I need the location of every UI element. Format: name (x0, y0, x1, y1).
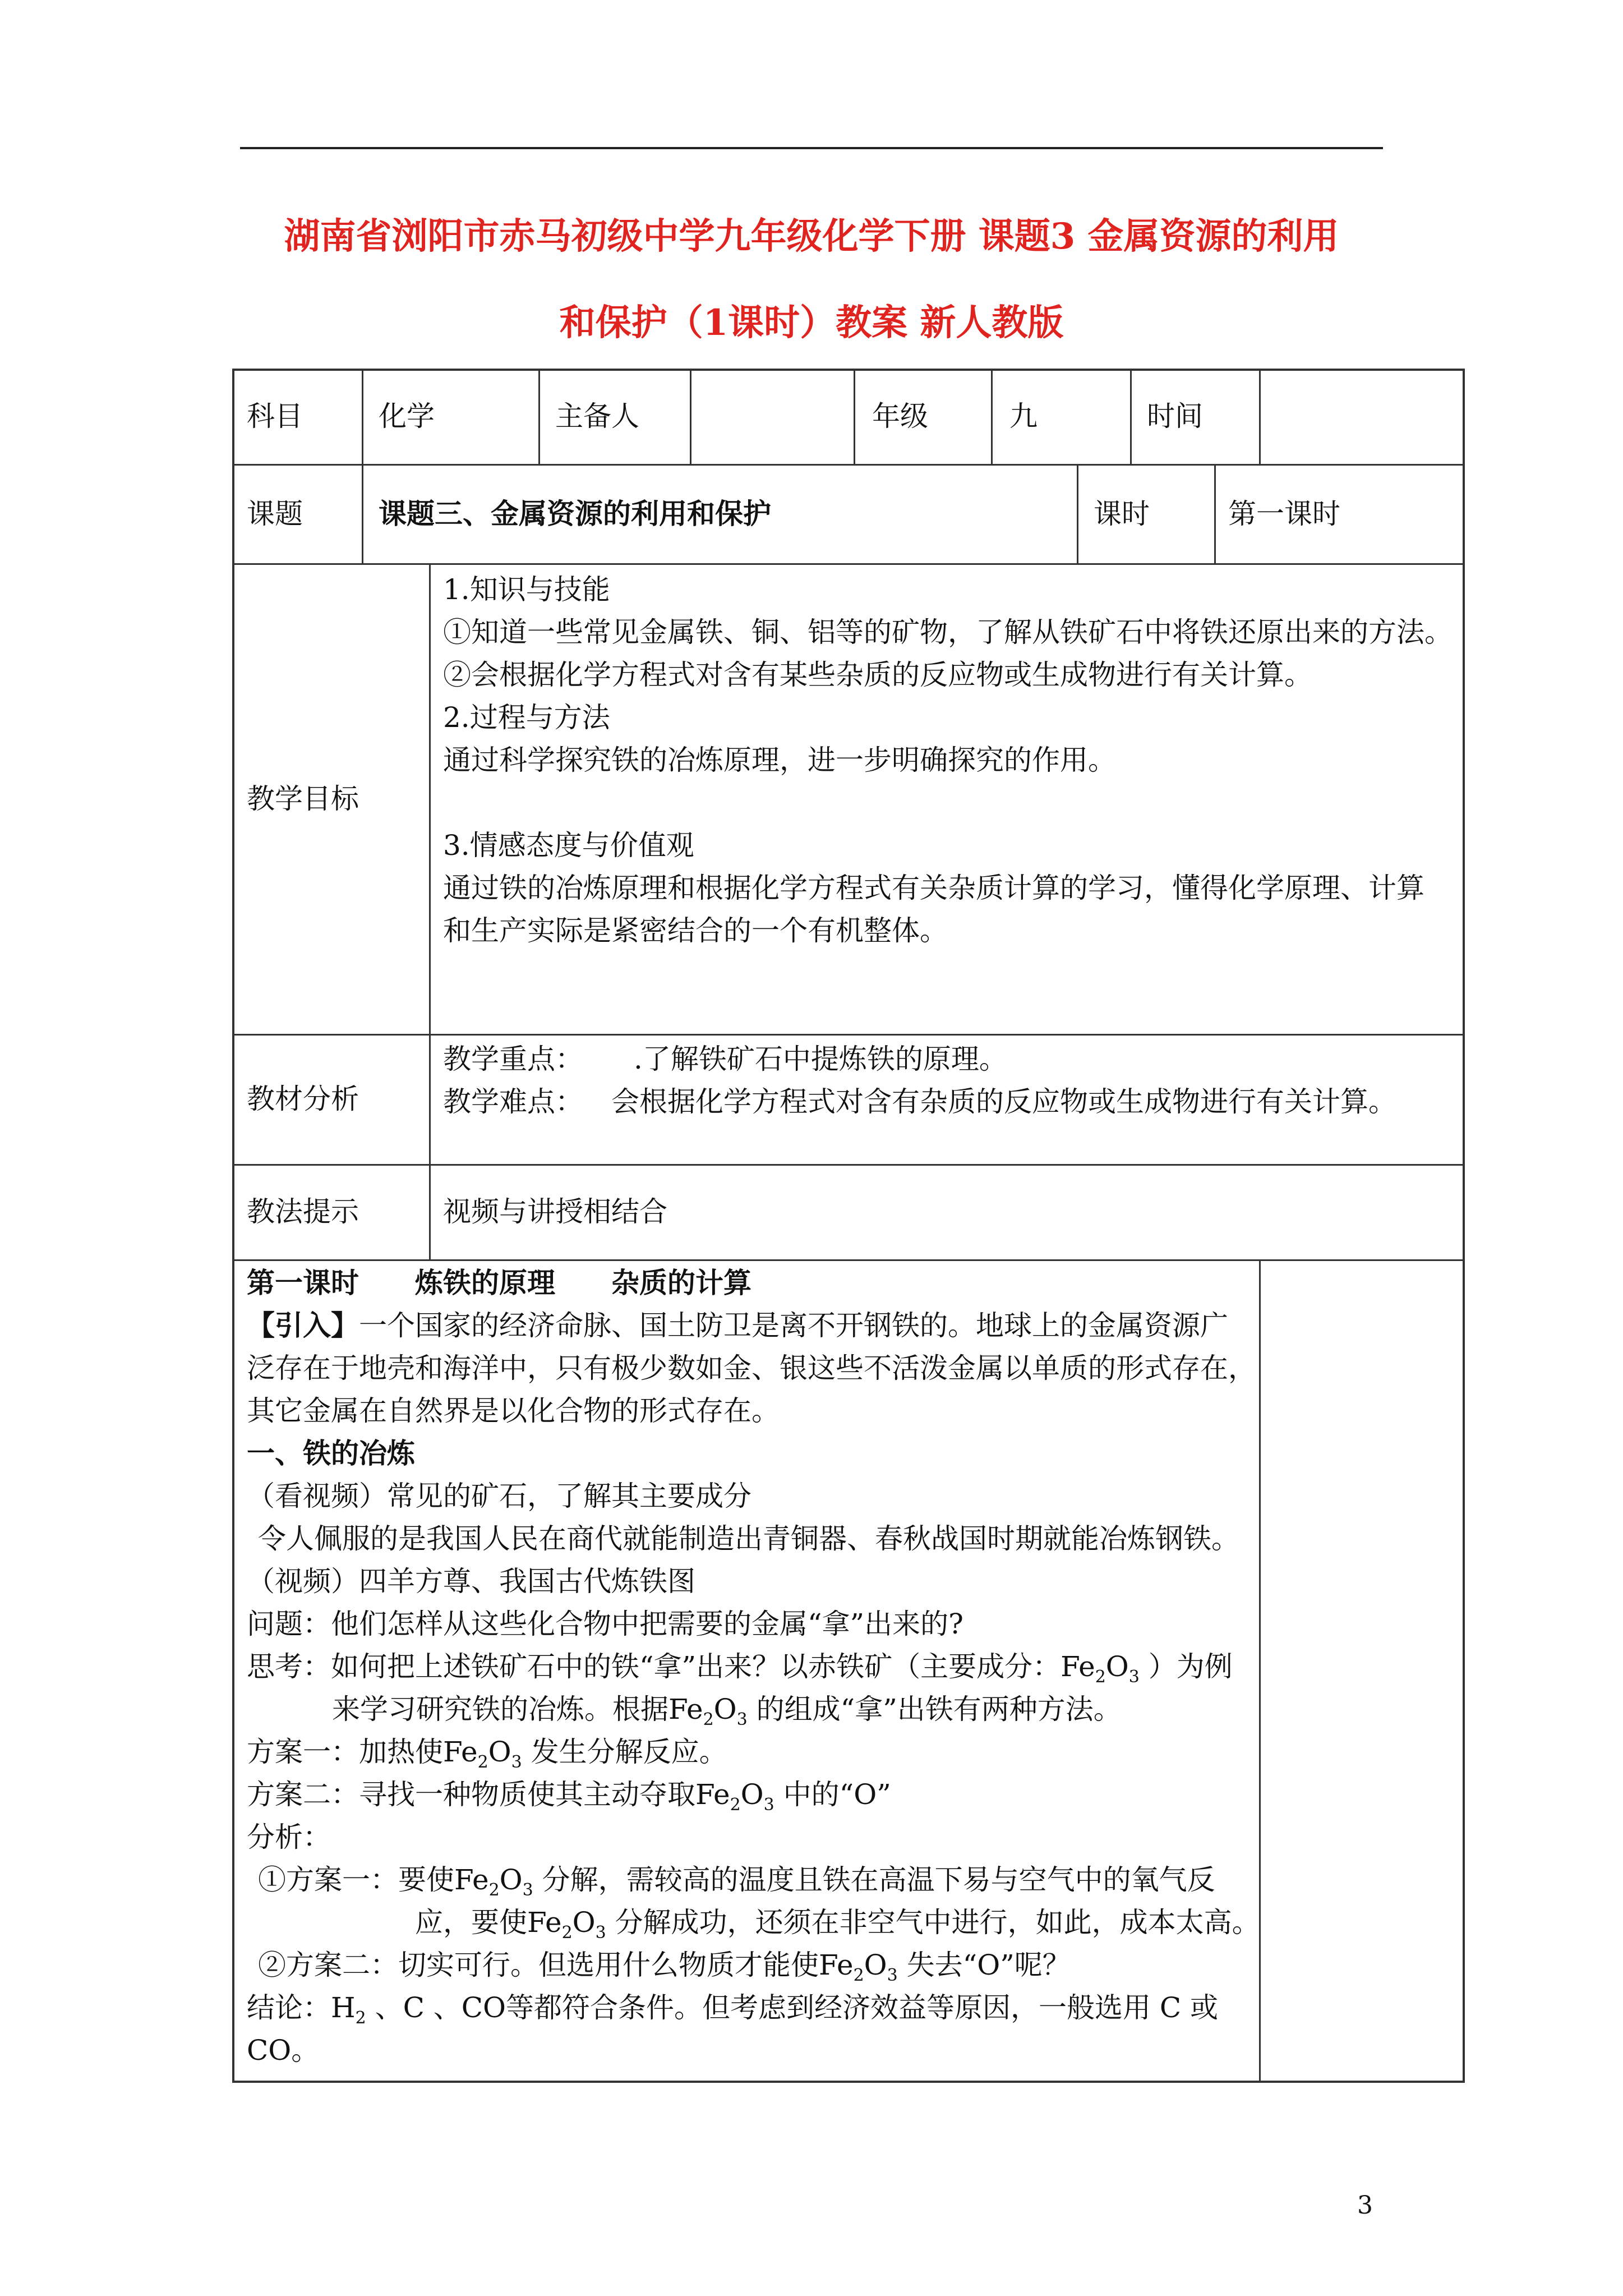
formula-fe2o3: $Fe_2O_3$ (819, 1949, 898, 1985)
col-divider (538, 369, 540, 464)
period-value: 第一课时 (1228, 497, 1340, 530)
goals-line: 和生产实际是紧密结合的一个有机整体。 (443, 914, 948, 947)
page-number: 3 (1357, 2191, 1373, 2220)
body-line: 分析： (247, 1821, 331, 1853)
difficulty-text: 会根据化学方程式对含有杂质的反应物或生成物进行有关计算。 (611, 1085, 1396, 1118)
key-point-text: .了解铁矿石中提炼铁的原理。 (634, 1043, 1007, 1075)
topic-value: 课题三、金属资源的利用和保护 (379, 496, 771, 530)
lesson-heading: 第一课时 炼铁的原理 杂质的计算 (247, 1266, 751, 1299)
document-title-line-2: 和保护（1课时）教案 新人教版 (559, 302, 1064, 344)
grade-label: 年级 (872, 400, 928, 432)
body-line: 来学习研究铁的冶炼。根据$Fe_2O_3$ 的组成“拿”出铁有两种方法。 (332, 1693, 1122, 1729)
body-line: 结论：$H_2$ 、C 、CO等都符合条件。但考虑到经济效益等原因，一般选用 C 或 (247, 1991, 1219, 2028)
section-heading: 一、铁的冶炼 (247, 1437, 415, 1470)
lesson-body (247, 1262, 1260, 2072)
col-divider (429, 563, 431, 1259)
grade-value: 九 (1009, 400, 1038, 432)
formula-fe2o3: $Fe_2O_3$ (443, 1736, 522, 1772)
body-line: ②方案二：切实可行。但选用什么物质才能使$Fe_2O_3$ 失去“O”呢？ (258, 1949, 1071, 1985)
intro-text: 泛存在于地壳和海洋中，只有极少数如金、银这些不活泼金属以单质的形式存在， (247, 1352, 1256, 1384)
goals-line: 通过铁的冶炼原理和根据化学方程式有关杂质计算的学习，懂得化学原理、计算 (443, 872, 1424, 904)
difficulty-label: 教学难点： (443, 1085, 583, 1118)
intro-text: 其它金属在自然界是以化合物的形式存在。 (247, 1395, 780, 1427)
row-divider (232, 1034, 1465, 1036)
goals-line: 2.过程与方法 (443, 701, 610, 734)
period-label: 课时 (1094, 497, 1150, 530)
row-divider (232, 1164, 1465, 1166)
body-line: 令人佩服的是我国人民在商代就能制造出青铜器、春秋战国时期就能冶炼钢铁。 (258, 1522, 1239, 1555)
row-divider (232, 563, 1465, 565)
body-line: ①方案一：要使$Fe_2O_3$ 分解，需较高的温度且铁在高温下易与空气中的氧气反 (258, 1864, 1215, 1900)
time-label: 时间 (1147, 400, 1203, 432)
goals-line: ②会根据化学方程式对含有某些杂质的反应物或生成物进行有关计算。 (443, 659, 1312, 691)
col-divider (991, 369, 993, 464)
col-divider (854, 369, 855, 464)
topic-label: 课题 (247, 497, 303, 530)
body-line: （视频）四羊方尊、我国古代炼铁图 (247, 1565, 695, 1598)
intro-text: 一个国家的经济命脉、国土防卫是离不开钢铁的。地球上的金属资源广 (359, 1309, 1228, 1342)
intro-tag: 【引入】 (247, 1309, 359, 1342)
col-divider (1077, 464, 1078, 563)
header-rule (240, 147, 1383, 149)
goals-label: 教学目标 (247, 782, 359, 815)
formula-fe2o3: $Fe_2O_3$ (668, 1693, 748, 1729)
subject-value: 化学 (379, 400, 435, 432)
formula-fe2o3: $Fe_2O_3$ (454, 1864, 533, 1900)
goals-line: ①知道一些常见金属铁、铜、铝等的矿物，了解从铁矿石中将铁还原出来的方法。 (443, 616, 1453, 648)
col-divider (362, 369, 363, 563)
goals-line: 1.知识与技能 (443, 573, 610, 606)
subject-label: 科目 (247, 400, 303, 432)
document-title-line-1: 湖南省浏阳市赤马初级中学九年级化学下册 课题3 金属资源的利用 (284, 215, 1339, 257)
col-divider (1259, 369, 1261, 464)
body-line: （看视频）常见的矿石，了解其主要成分 (247, 1480, 751, 1512)
col-divider (1130, 369, 1132, 464)
body-line: 思考：如何把上述铁矿石中的铁“拿”出来？以赤铁矿（主要成分：$Fe_2O_3$ ）为例 (247, 1650, 1233, 1687)
analysis-content (443, 1038, 1396, 1123)
method-text: 视频与讲授相结合 (443, 1195, 667, 1228)
analysis-label: 教材分析 (247, 1083, 359, 1115)
formula-fe2o3: $Fe_2O_3$ (695, 1778, 774, 1815)
body-line: 方案二：寻找一种物质使其主动夺取$Fe_2O_3$ 中的“O” (247, 1778, 891, 1815)
formula-fe2o3: $Fe_2O_3$ (1061, 1650, 1140, 1687)
body-line: 应，要使$Fe_2O_3$ 分解成功，还须在非空气中进行，如此，成本太高。 (415, 1906, 1260, 1943)
col-divider (690, 369, 691, 464)
body-line: 方案一：加热使$Fe_2O_3$ 发生分解反应。 (247, 1736, 727, 1772)
body-line: 问题：他们怎样从这些化合物中把需要的金属“拿”出来的? (247, 1608, 963, 1640)
goals-line: 3.情感态度与价值观 (443, 829, 694, 862)
preparer-label: 主备人 (555, 400, 639, 432)
goals-line (443, 781, 1453, 824)
body-line: CO。 (247, 2034, 320, 2067)
key-point-label: 教学重点： (443, 1043, 583, 1075)
method-label: 教法提示 (247, 1195, 359, 1228)
row-divider (232, 1259, 1465, 1261)
goals-line: 通过科学探究铁的冶炼原理，进一步明确探究的作用。 (443, 744, 1116, 776)
goals-content (443, 568, 1453, 952)
col-divider (1214, 464, 1216, 563)
formula-fe2o3: $Fe_2O_3$ (527, 1906, 606, 1943)
